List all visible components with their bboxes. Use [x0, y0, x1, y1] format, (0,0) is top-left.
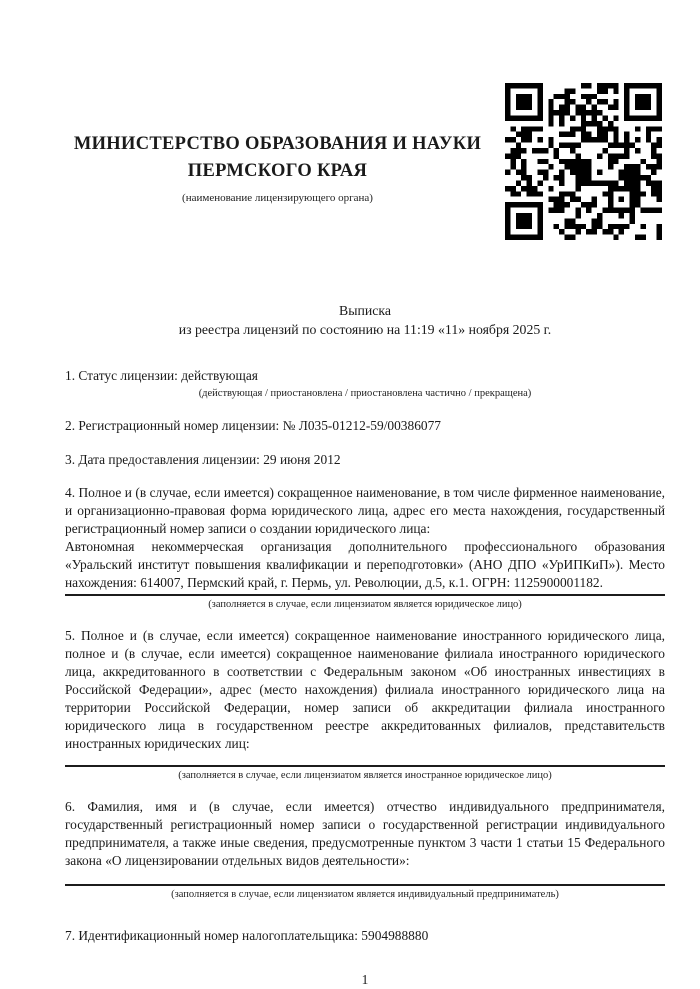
ministry-name-line1: МИНИСТЕРСТВО ОБРАЗОВАНИЯ И НАУКИ: [73, 134, 482, 154]
item-license-status: [65, 367, 665, 400]
item-grant-date: [65, 451, 665, 469]
document-body: [65, 301, 665, 989]
individual-entrepreneur-caption: (заполняется в случае, если лицензиатом является индивидуальный предприниматель): [171, 889, 559, 900]
foreign-entity-caption: (заполняется в случае, если лицензиатом является иностранное юридическое лицо): [178, 770, 552, 781]
legal-entity-rule: [65, 594, 665, 596]
grant-date-text: 3. Дата предоставления лицензии: 29 июня 2012: [65, 452, 341, 467]
item-registration-number: [65, 417, 665, 435]
item-foreign-entity: [65, 627, 665, 782]
item-individual-entrepreneur: [65, 798, 665, 901]
legal-entity-caption: (заполняется в случае, если лицензиатом является юридическое лицо): [208, 599, 522, 610]
document-title-line2: из реестра лицензий по состоянию на 11:19 «11» ноября 2025 г.: [178, 322, 552, 337]
item-legal-entity: [65, 484, 665, 611]
item-taxpayer-number: [65, 927, 665, 945]
qr-code: [505, 83, 662, 240]
license-status-text: 1. Статус лицензии: действующая: [65, 368, 258, 383]
ministry-name-line2: ПЕРМСКОГО КРАЯ: [187, 161, 368, 181]
licensing-authority-header: [65, 131, 490, 205]
legal-entity-value: Автономная некоммерческая организация дополнительного профессионального образования «Уральский институт повышения квалификации и переподготовки» (АНО ДПО «УрИПКиП»). Место нахождения: 614007, Пермский край, г. Пермь, ул. Революции, д.5, к.1. ОГРН: 1125900001182.: [65, 539, 665, 590]
individual-entrepreneur-label: 6. Фамилия, имя и (в случае, если имеется) отчество индивидуального предпринимателя, государственный регистрационный номер записи о государственной регистрации индивидуального предпринимателя, а также иные сведения, предусмотренные пунктом 3 части 1 статьи 15 Федерального закона «О лицензировании отдельных видов деятельности»:: [65, 799, 665, 868]
page-number: 1: [361, 972, 369, 987]
individual-entrepreneur-rule: [65, 884, 665, 886]
registration-number-text: 2. Регистрационный номер лицензии: № Л035-01212-59/00386077: [65, 418, 441, 433]
foreign-entity-rule: [65, 765, 665, 767]
license-status-caption: (действующая / приостановлена / приостановлена частично / прекращена): [198, 388, 532, 399]
qr-code-image: [505, 83, 662, 240]
legal-entity-label: 4. Полное и (в случае, если имеется) сокращенное наименование, в том числе фирменное наименование, и организационно-правовая форма юридического лица, адрес его места нахождения, государственный регистрационный номер записи о создании юридического лица:: [65, 485, 665, 536]
document-title: [65, 301, 665, 339]
foreign-entity-label: 5. Полное и (в случае, если имеется) сокращенное наименование иностранного юридического лица, полное и (в случае, если имеется) сокращенное наименование филиала иностранного юридического лица, аккредитованного в соответствии с Федеральным законом «Об иностранных инвестициях в Российской Федерации», адрес (место нахождения) филиала иностранного юридического лица на территории Российской Федерации, номер записи об аккредитации филиала иностранного юридического лица в государственном реестре аккредитованных филиалов, представительств иностранных юридических лиц:: [65, 628, 665, 751]
ministry-caption: (наименование лицензирующего органа): [182, 192, 373, 204]
document-title-line1: Выписка: [339, 303, 391, 318]
taxpayer-number-text: 7. Идентификационный номер налогоплательщика: 5904988880: [65, 928, 429, 943]
